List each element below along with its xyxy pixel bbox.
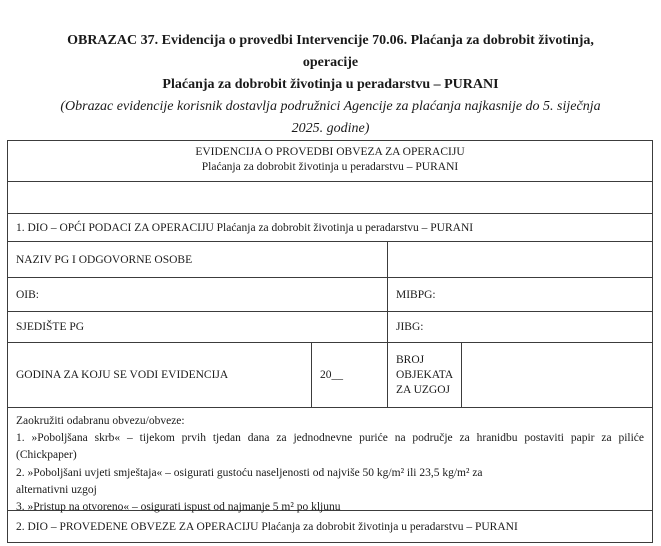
godina-value: 20__ [311,343,387,407]
empty-row [8,181,652,213]
oib-row [8,277,652,311]
obveze-item-1-line-2: (Chickpaper) [16,449,77,462]
document-title-line-1: OBRAZAC 37. Evidencija o provedbi Intervencije 70.06. Plaćanja za dobrobit životinja, [67,33,594,48]
document-title-line-3: Plaćanja za dobrobit životinja u peradarstvu – PURANI [162,77,499,92]
table-header-cell [8,141,652,181]
broj-objekata-label: BROJ OBJEKATA ZA UZGOJ [387,343,461,407]
section-2-title: 2. DIO – PROVEDENE OBVEZE ZA OPERACIJU Plaćanja za dobrobit životinja u peradarstvu – PURANI [16,520,518,533]
table-header-line-2: Plaćanja za dobrobit životinja u peradarstvu – PURANI [201,161,459,173]
section-1-title: 1. DIO – OPĆI PODACI ZA OPERACIJU Plaćanja za dobrobit životinja u peradarstvu – PURANI [16,221,474,234]
mibpg-label: MIBPG: [387,278,652,311]
table-header-line-1: EVIDENCIJA O PROVEDBI OBVEZA ZA OPERACIJU [195,146,465,158]
empty-cell [8,182,652,213]
obveze-item-2-line-1: 2. »Poboljšani uvjeti smještaja« – osigurati gustoću naseljenosti od najviše 50 kg/m² ili 23,5 kg/m² za [16,466,483,479]
table-header-row [8,141,652,181]
obveze-item-1-line-1: 1. »Poboljšana skrb« – tijekom prvih tjedan dana za jednodnevne puriće na područje za hranidbu postaviti papir za piliće [16,432,644,445]
obveze-row [8,407,652,514]
section-1-row [8,213,652,241]
naziv-row [8,241,652,277]
sjediste-row [8,311,652,342]
document-subtitle-line-2: 2025. godine) [291,121,370,136]
section-2-row [8,510,652,542]
obveze-item-2-line-2: alternativni uzgoj [16,483,97,496]
naziv-value-cell [387,242,652,277]
jibg-label: JIBG: [387,312,652,342]
sjediste-label: SJEDIŠTE PG [16,321,85,333]
document-title-line-2: operacije [302,55,359,70]
evidence-form-table [7,140,653,543]
oib-label: OIB: [16,288,39,301]
document-subtitle-line-1: (Obrazac evidencije korisnik dostavlja podružnici Agencije za plaćanja najkasnije do 5. siječnja [60,99,601,114]
obveze-item-3: 3. »Pristup na otvoreno« – osigurati ispust od najmanje 5 m² po kljunu [16,501,341,514]
naziv-label: NAZIV PG I ODGOVORNE OSOBE [16,253,193,266]
obveze-cell [8,408,652,514]
godina-label: GODINA ZA KOJU SE VODI EVIDENCIJA [16,369,229,381]
obveze-intro: Zaokružiti odabranu obvezu/obveze: [16,415,185,427]
broj-objekata-value-cell [461,343,652,407]
document-title-block [0,0,661,140]
godina-row [8,342,652,407]
